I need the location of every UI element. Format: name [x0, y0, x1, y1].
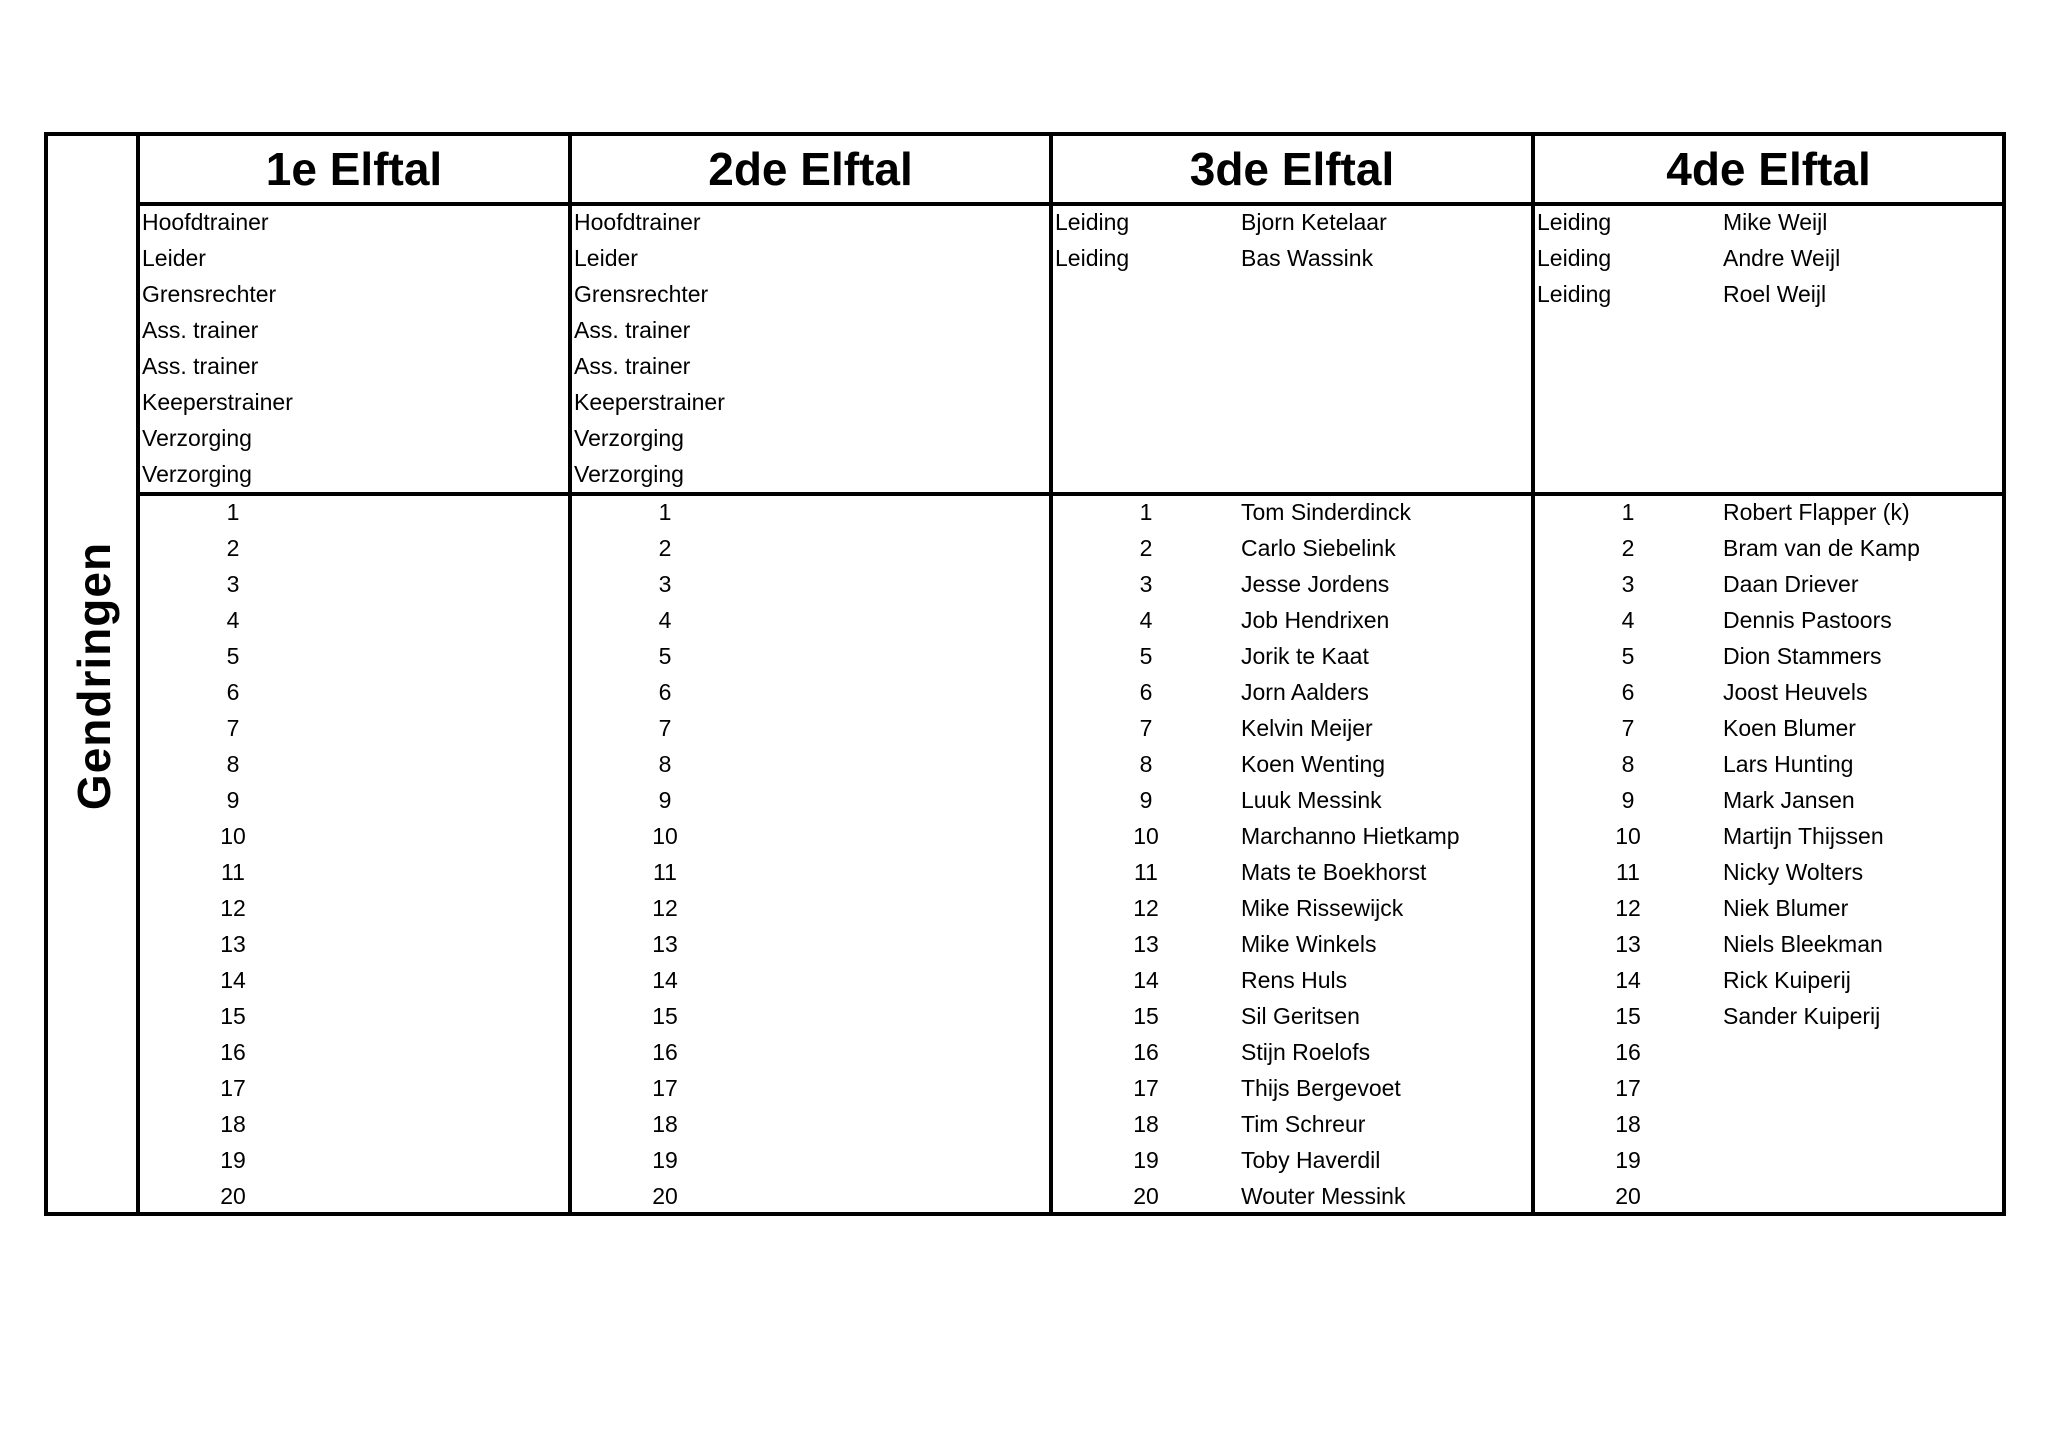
staff-role: Leiding [1055, 209, 1130, 235]
player-number: 13 [220, 931, 246, 957]
player-number: 13 [652, 931, 678, 957]
player-name: Koen Wenting [1241, 751, 1386, 777]
player-name: Nicky Wolters [1723, 859, 1864, 885]
player-number: 9 [1139, 787, 1153, 813]
player-number: 2 [658, 535, 672, 561]
player-number: 9 [226, 787, 240, 813]
player-number: 10 [652, 823, 678, 849]
player-number: 4 [1139, 607, 1153, 633]
player-name: Sander Kuiperij [1723, 1003, 1881, 1029]
player-number: 12 [1615, 895, 1641, 921]
player-number: 8 [226, 751, 240, 777]
player-number: 1 [1621, 499, 1635, 525]
player-number: 14 [220, 967, 246, 993]
table-bottom-border [44, 1212, 2006, 1216]
player-number: 6 [1139, 679, 1153, 705]
table-left-border [44, 132, 48, 1216]
staff-role: Verzorging [142, 425, 252, 451]
player-number: 7 [1621, 715, 1635, 741]
player-number: 15 [1133, 1003, 1159, 1029]
column-divider-2 [1049, 132, 1053, 1216]
player-number: 8 [1139, 751, 1153, 777]
player-number: 7 [1139, 715, 1153, 741]
player-name: Jorik te Kaat [1241, 643, 1369, 669]
team-title: 4de Elftal [1666, 143, 1871, 195]
staff-role: Hoofdtrainer [574, 209, 701, 235]
player-name: Martijn Thijssen [1723, 823, 1884, 849]
player-name: Jesse Jordens [1241, 571, 1390, 597]
player-number: 6 [658, 679, 672, 705]
player-name: Thijs Bergevoet [1241, 1075, 1401, 1101]
player-number: 19 [652, 1147, 678, 1173]
player-number: 15 [1615, 1003, 1641, 1029]
team-roster-sheet [44, 132, 2006, 1214]
player-number: 18 [1133, 1111, 1159, 1137]
player-number: 9 [1621, 787, 1635, 813]
player-name: Mike Winkels [1241, 931, 1377, 957]
player-number: 20 [652, 1183, 678, 1209]
staff-role: Leider [142, 245, 206, 271]
player-number: 11 [1616, 859, 1640, 885]
player-name: Sil Geritsen [1241, 1003, 1360, 1029]
player-number: 9 [658, 787, 672, 813]
staff-role: Grensrechter [142, 281, 277, 307]
player-number: 7 [226, 715, 240, 741]
player-number: 10 [1615, 823, 1641, 849]
player-number: 11 [221, 859, 245, 885]
player-name: Kelvin Meijer [1241, 715, 1373, 741]
player-number: 14 [1615, 967, 1641, 993]
player-number: 16 [220, 1039, 246, 1065]
player-number: 15 [220, 1003, 246, 1029]
player-name: Tim Schreur [1241, 1111, 1366, 1137]
staff-name: Mike Weijl [1723, 209, 1828, 235]
staff-role: Verzorging [574, 425, 684, 451]
player-number: 14 [652, 967, 678, 993]
player-number: 8 [1621, 751, 1635, 777]
player-number: 19 [1133, 1147, 1159, 1173]
player-number: 1 [226, 499, 240, 525]
player-number: 12 [1133, 895, 1159, 921]
player-name: Koen Blumer [1723, 715, 1856, 741]
player-number: 3 [226, 571, 240, 597]
player-name: Rens Huls [1241, 967, 1348, 993]
player-number: 1 [658, 499, 672, 525]
player-number: 19 [220, 1147, 246, 1173]
player-number: 11 [1134, 859, 1158, 885]
team-title: 2de Elftal [708, 143, 913, 195]
player-number: 10 [1133, 823, 1159, 849]
staff-role: Leiding [1537, 245, 1612, 271]
player-name: Robert Flapper (k) [1723, 499, 1910, 525]
team-title: 3de Elftal [1189, 143, 1395, 195]
team-title: 1e Elftal [265, 143, 443, 195]
player-name: Carlo Siebelink [1241, 535, 1396, 561]
player-name: Mike Rissewijck [1241, 895, 1404, 921]
player-number: 16 [1615, 1039, 1641, 1065]
player-name: Stijn Roelofs [1241, 1039, 1371, 1065]
player-number: 8 [658, 751, 672, 777]
staff-name: Bas Wassink [1241, 245, 1374, 271]
player-number: 4 [1621, 607, 1635, 633]
player-number: 2 [226, 535, 240, 561]
player-name: Luuk Messink [1241, 787, 1382, 813]
column-divider-0 [136, 132, 140, 1216]
player-number: 15 [652, 1003, 678, 1029]
staff-role: Verzorging [574, 461, 684, 487]
player-name: Dion Stammers [1723, 643, 1882, 669]
player-number: 13 [1133, 931, 1159, 957]
player-name: Mark Jansen [1723, 787, 1855, 813]
staff-role: Grensrechter [574, 281, 709, 307]
player-number: 20 [1133, 1183, 1159, 1209]
staff-role: Ass. trainer [142, 353, 259, 379]
player-number: 17 [220, 1075, 246, 1101]
player-name: Joost Heuvels [1723, 679, 1868, 705]
player-name: Wouter Messink [1241, 1183, 1406, 1209]
player-number: 13 [1615, 931, 1641, 957]
player-number: 19 [1615, 1147, 1641, 1173]
player-number: 17 [652, 1075, 678, 1101]
player-name: Niels Bleekman [1723, 931, 1883, 957]
player-number: 5 [1621, 643, 1635, 669]
player-number: 1 [1139, 499, 1153, 525]
staff-name: Roel Weijl [1723, 281, 1827, 307]
player-name: Jorn Aalders [1241, 679, 1369, 705]
player-number: 20 [220, 1183, 246, 1209]
player-number: 17 [1133, 1075, 1159, 1101]
player-name: Marchanno Hietkamp [1241, 823, 1460, 849]
player-name: Dennis Pastoors [1723, 607, 1892, 633]
column-divider-4 [2002, 132, 2006, 1216]
player-number: 12 [220, 895, 246, 921]
player-number: 18 [1615, 1111, 1641, 1137]
staff-role: Hoofdtrainer [142, 209, 269, 235]
player-name: Daan Driever [1723, 571, 1859, 597]
player-number: 16 [652, 1039, 678, 1065]
player-number: 17 [1615, 1075, 1641, 1101]
staff-role: Keeperstrainer [142, 389, 293, 415]
player-number: 5 [658, 643, 672, 669]
player-number: 3 [1621, 571, 1635, 597]
player-name: Mats te Boekhorst [1241, 859, 1427, 885]
player-number: 18 [652, 1111, 678, 1137]
player-number: 6 [1621, 679, 1635, 705]
player-name: Tom Sinderdinck [1241, 499, 1412, 525]
player-number: 2 [1621, 535, 1635, 561]
player-name: Bram van de Kamp [1723, 535, 1920, 561]
player-name: Niek Blumer [1723, 895, 1849, 921]
staff-role: Leider [574, 245, 638, 271]
player-number: 4 [226, 607, 240, 633]
player-name: Lars Hunting [1723, 751, 1854, 777]
player-number: 14 [1133, 967, 1159, 993]
staff-role: Keeperstrainer [574, 389, 725, 415]
club-name: Gendringen [68, 541, 120, 811]
staff-role: Leiding [1537, 281, 1612, 307]
player-number: 6 [226, 679, 240, 705]
column-divider-1 [568, 132, 572, 1216]
column-divider-3 [1531, 132, 1535, 1216]
player-name: Job Hendrixen [1241, 607, 1390, 633]
staff-role: Ass. trainer [574, 353, 691, 379]
player-number: 16 [1133, 1039, 1159, 1065]
player-number: 11 [653, 859, 677, 885]
player-number: 3 [658, 571, 672, 597]
player-number: 5 [1139, 643, 1153, 669]
player-number: 5 [226, 643, 240, 669]
staff-role: Verzorging [142, 461, 252, 487]
staff-role: Leiding [1537, 209, 1612, 235]
player-number: 7 [658, 715, 672, 741]
staff-role: Ass. trainer [574, 317, 691, 343]
player-number: 10 [220, 823, 246, 849]
player-name: Toby Haverdil [1241, 1147, 1381, 1173]
player-number: 18 [220, 1111, 246, 1137]
staff-name: Bjorn Ketelaar [1241, 209, 1387, 235]
staff-name: Andre Weijl [1723, 245, 1841, 271]
staff-role: Leiding [1055, 245, 1130, 271]
player-name: Rick Kuiperij [1723, 967, 1851, 993]
player-number: 2 [1139, 535, 1153, 561]
player-number: 3 [1139, 571, 1153, 597]
player-number: 4 [658, 607, 672, 633]
player-number: 12 [652, 895, 678, 921]
player-number: 20 [1615, 1183, 1641, 1209]
staff-role: Ass. trainer [142, 317, 259, 343]
